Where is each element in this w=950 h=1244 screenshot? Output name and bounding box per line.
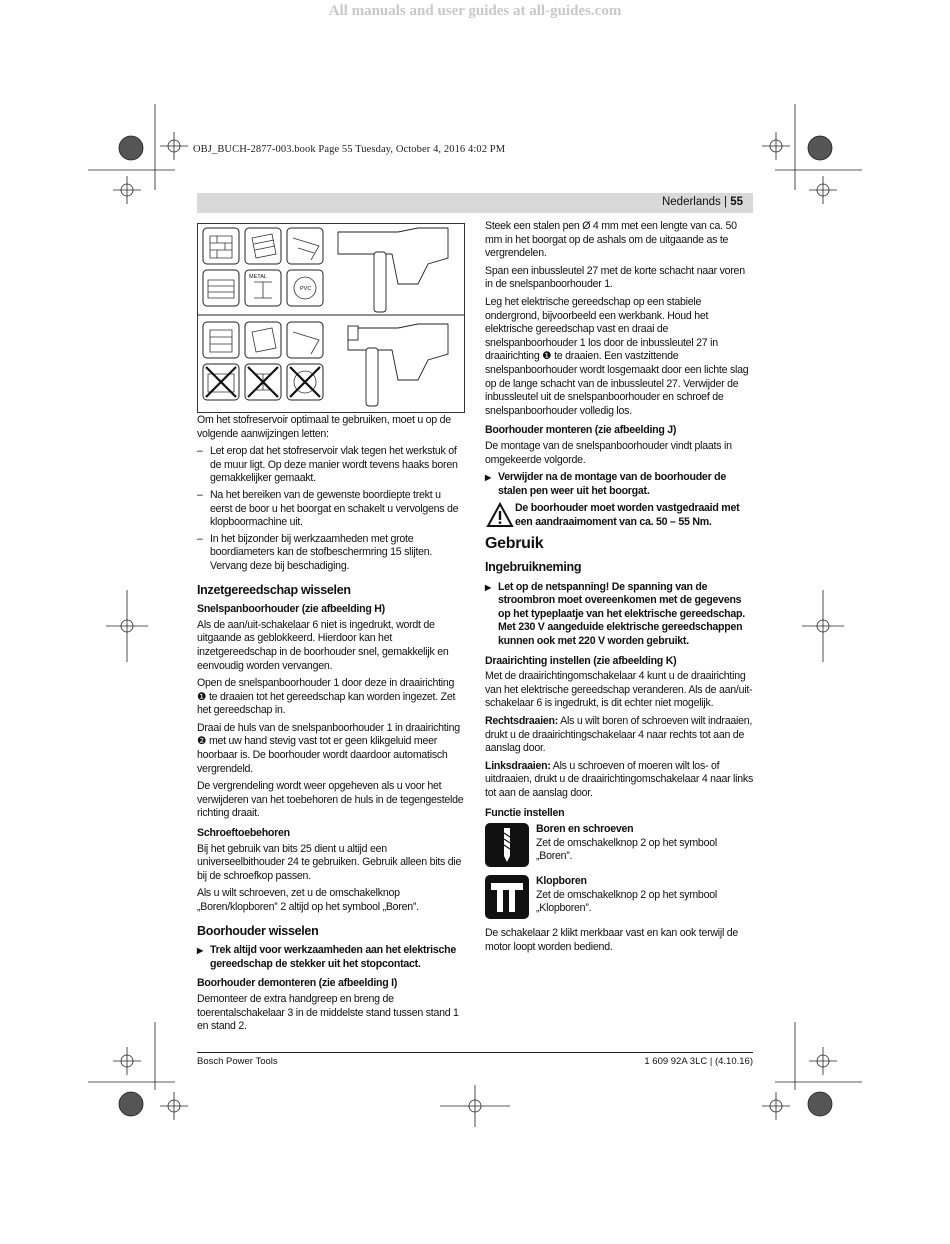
paragraph: De schakelaar 2 klikt merkbaar vast en kan ook terwijl de motor loopt worden bediend. [485, 927, 739, 953]
paragraph: Draai de huls van de snelspanboorhouder 1 in draairichting ❷ met uw hand stevig vast tot er geen klikgeluid meer hoorbaar is. De boorhouder wordt daardoor automatisch vergrendeld. [197, 721, 460, 775]
subheading-remove-chuck: Boorhouder demonteren (zie afbeelding I) [197, 977, 398, 990]
language-label: Nederlands [661, 196, 721, 208]
function-text: Zet de omschakelknop 2 op het symbool „Boren”. [536, 836, 717, 863]
drill-icon [485, 823, 529, 867]
left-column [197, 414, 465, 1038]
hammer-drill-icon [485, 875, 529, 919]
footer-doc-number: 1 609 92A 3LC | (4.10.16) [644, 1056, 753, 1067]
right-rotation-text: Als u wilt boren of schroeven wilt indraaien, drukt u de draairichtingschakelaar 4 naar rechts tot aan de aanslag door. [485, 715, 753, 755]
subheading-function: Functie instellen [485, 806, 565, 819]
page-header: Nederlands | 55 [661, 196, 743, 208]
list-item: – Let erop dat het stofreservoir vlak tegen het werkstuk of de muur ligt. Op deze manier wordt tevens haaks boren gemakkelijker gemaakt. [197, 445, 465, 486]
section-heading-start: Ingebruikneming [485, 560, 582, 575]
pvc-label: PVC [300, 286, 312, 292]
instruction: ▶ Verwijder na de montage van de boorhouder de stalen pen weer uit het boorgat. [485, 471, 753, 498]
right-rotation-label: Rechtsdraaien: [485, 715, 559, 727]
function-impact-drill [485, 875, 753, 919]
function-text: Zet de omschakelknop 2 op het symbool „Klopboren”. [536, 888, 717, 915]
paragraph: Demonteer de extra handgreep en breng de toerentalschakelaar 3 in de middelste stand tussen stand 1 en stand 2. [197, 992, 459, 1033]
paragraph: Als de aan/uit-schakelaar 6 niet is ingedrukt, wordt de uitgaande as geblokkeerd. Hierdoor kan het inzetgereedschap in de boorhouder snel, gemakkelijk en eenvoudig worden vervangen. [197, 618, 449, 672]
paragraph-right-rotation [485, 715, 753, 756]
list-item: – Na het bereiken van de gewenste boordiepte trekt u eerst de boor u het boorgat en schakelt u vervolgens de klopboormachine uit. [197, 489, 465, 530]
safety-instruction: ▶ Trek altijd voor werkzaamheden aan het elektrische gereedschap de stekker uit het stopcontact. [197, 944, 465, 971]
paragraph: Bij het gebruik van bits 25 dient u altijd een universeelbithouder 24 te gebruiken. Gebruik alleen bits die bij de schroefkop passen. [197, 842, 462, 882]
section-heading-use: Gebruik [485, 535, 544, 553]
page-number: 55 [730, 196, 743, 208]
left-rotation-label: Linksdraaien: [485, 759, 551, 772]
right-column [485, 220, 753, 958]
material-icons-illustration [198, 224, 464, 412]
paragraph: Span een inbussleutel 27 met de korte schacht naar voren in de snelspanboorhouder 1. [485, 264, 745, 291]
left-rotation-text: Als u schroeven of moeren wilt los- of uitdraaien, drukt u de draairichtingomschakelaar 4 naar links tot aan de aanslag door. [485, 759, 753, 799]
page-footer [197, 1052, 753, 1067]
subheading-screw-accessories: Schroeftoebehoren [197, 827, 290, 840]
metal-label: METAL [249, 274, 267, 280]
function-title: Boren en schroeven [536, 823, 634, 836]
function-title: Klopboren [536, 875, 587, 888]
warning-text: De boorhouder moet worden vastgedraaid met een aandraaimoment van ca. 50 – 55 Nm. [515, 502, 740, 528]
paragraph: De vergrendeling wordt weer opgeheven als u voor het verwijderen van het toebehoren de huls in de tegengestelde richting draait. [197, 780, 464, 820]
list-item: – In het bijzonder bij werkzaamheden met grote boordiameters kan de stofbeschermring 15 slijten. Vervang deze bij beschadiging. [197, 533, 465, 574]
paragraph: Open de snelspanboorhouder 1 door deze in draairichting ❶ te draaien tot het gereedschap kan worden ingezet. Zet het gereedschap in. [197, 677, 456, 717]
subheading-direction: Draairichting instellen (zie afbeelding K) [485, 654, 677, 667]
function-drill [485, 823, 753, 867]
dust-intro: Om het stofreservoir optimaal te gebruiken, moet u op de volgende aanwijzingen letten: [197, 414, 451, 440]
torque-warning [485, 502, 753, 529]
paragraph: Met de draairichtingomschakelaar 4 kunt u de draairichting van het elektrische gereedschap veranderen. Als de aan/uit-schakelaar 6 is ingedrukt, is dit echter niet mogelijk. [485, 670, 753, 710]
paragraph-left-rotation [485, 760, 753, 801]
paragraph: Als u wilt schroeven, zet u de omschakelknop „Boren/klopboren” 2 altijd op het symbool „Boren”. [197, 887, 419, 913]
paragraph: Steek een stalen pen Ø 4 mm met een lengte van ca. 50 mm in het boorgat op de ashals om de uitgaande as te vergrendelen. [485, 220, 737, 260]
subheading-mount-chuck: Boorhouder monteren (zie afbeelding J) [485, 424, 677, 437]
footer-brand: Bosch Power Tools [197, 1056, 278, 1067]
book-info-line: OBJ_BUCH-2877-003.book Page 55 Tuesday, October 4, 2016 4:02 PM [193, 144, 506, 155]
section-heading-insert-tool: Inzetgereedschap wisselen [197, 582, 351, 597]
subheading-chuck: Snelspanboorhouder (zie afbeelding H) [197, 603, 385, 616]
watermark: All manuals and user guides at all-guides.com [328, 3, 622, 19]
warning-icon [485, 502, 515, 528]
application-figure [197, 223, 465, 413]
page-header-bar [197, 193, 753, 213]
section-heading-change-chuck: Boorhouder wisselen [197, 923, 319, 938]
paragraph: Leg het elektrische gereedschap op een stabiele ondergrond, bijvoorbeeld een werkbank. Houd het elektrische gereedschap vast en draai de snelspanboorhouder 1 los door de inbussleutel 27 in draairichting ❶ te draaien. Een vastzittende snelspanboorhouder wordt losgemaakt door een lichte slag op de lange schacht van de inbussleutel 27. Verwijder de inbussleutel uit de snelspanboorhouder en schroef de snelspanboorhouder volledig los. [485, 295, 749, 417]
paragraph: De montage van de snelspanboorhouder vindt plaats in omgekeerde volgorde. [485, 439, 732, 466]
voltage-instruction: ▶ Let op de netspanning! De spanning van de stroombron moet overeenkomen met de gegevens op het typeplaatje van het elektrische gereedschap. Met 230 V aangeduide elektrische gereedschappen kunnen ook met 220 V worden gebruikt. [485, 581, 753, 649]
